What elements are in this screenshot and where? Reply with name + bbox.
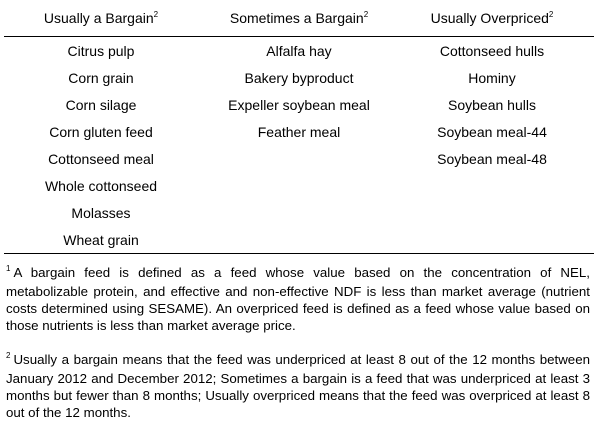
table-cell: Soybean meal-44 [437, 124, 547, 140]
table-cell: Soybean hulls [448, 97, 536, 113]
table-cell: Corn grain [68, 70, 134, 86]
header-usually-bargain: Usually a Bargain$^2$ [43, 10, 159, 26]
header-usually-overpriced: Usually Overpriced$^2$ [430, 10, 554, 26]
table-cell: Feather meal [257, 124, 341, 140]
column-usually-bargain [44, 42, 213, 258]
table-cell: Hominy [468, 70, 516, 86]
header-sometimes-bargain: Sometimes a Bargain$^2$ [229, 10, 369, 26]
footnote-text: A bargain feed is defined as a feed whose value based on the concentration of NEL, metabolizable protein, and effective and non-effective NDF is less than market average (nutrient costs determined using SESAME). An overpriced feed is defined as a feed whose value based on those nutrients is less than market average price. [6, 265, 590, 333]
column-usually-overpriced [437, 42, 600, 177]
table-cell: Expeller soybean meal [228, 97, 370, 113]
table-bottom-rule [4, 253, 594, 254]
table-cell: Cottonseed hulls [439, 43, 545, 59]
footnote-2 [6, 351, 590, 421]
table-cell: Citrus pulp [67, 43, 135, 59]
footnote-marker: 1 [6, 264, 11, 273]
table-cell: Corn gluten feed [49, 124, 153, 140]
table-cell: Soybean meal-48 [437, 151, 547, 167]
footnote-marker: 2 [6, 351, 11, 360]
table-cell: Alfalfa hay [266, 43, 332, 59]
column-sometimes-bargain [228, 42, 441, 150]
footnote-1 [6, 264, 590, 334]
table-cell: Cottonseed meal [48, 151, 154, 167]
footnotes [6, 264, 590, 421]
table-cell: Corn silage [65, 97, 137, 113]
table-cell: Molasses [71, 205, 131, 221]
table-top-rule [4, 36, 594, 37]
footnote-text: Usually a bargain means that the feed was underpriced at least 8 out of the 12 months between January 2012 and December 2012; Sometimes a bargain is a feed that was underpriced at least 3 months but fewer than 8 months; Usually overpriced means that the feed was overpriced at least 8 out of the 12 months. [6, 352, 590, 420]
table-cell: Whole cottonseed [44, 178, 158, 194]
table-cell: Bakery byproduct [244, 70, 354, 86]
table-cell: Wheat grain [63, 232, 139, 248]
